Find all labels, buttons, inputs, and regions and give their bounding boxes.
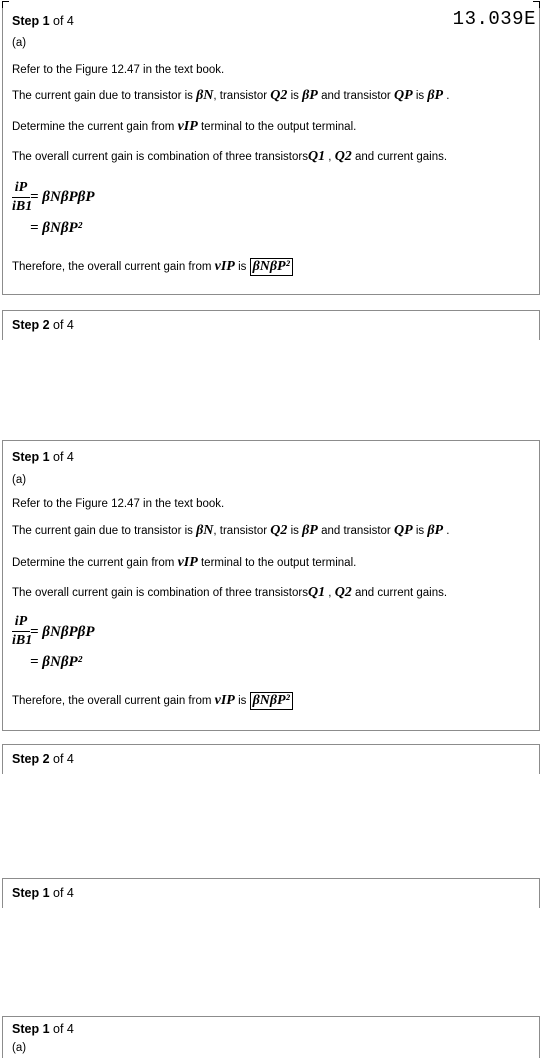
step-header: Step 1 of 4 xyxy=(12,886,74,900)
fraction-numerator: iP xyxy=(14,180,28,195)
step-card xyxy=(2,1016,540,1058)
step-label: Step 2 xyxy=(12,752,50,766)
refer-text: Refer to the Figure 12.47 in the text book. xyxy=(12,64,225,76)
step-header: Step 1 of 4 xyxy=(12,14,74,28)
step-label: Step 1 xyxy=(12,450,50,464)
step-label: Step 1 xyxy=(12,886,50,900)
step-card xyxy=(2,878,540,908)
refer-text: Refer to the Figure 12.47 in the text book. xyxy=(12,498,225,510)
equation-line-1: = βNβPβP xyxy=(30,624,95,640)
step-card xyxy=(2,744,540,774)
step-card xyxy=(2,440,540,730)
step-header: Step 2 of 4 xyxy=(12,752,74,766)
equation-line-1: = βNβPβP xyxy=(30,189,95,205)
corner-mark-left xyxy=(2,1,9,8)
corner-mark-right xyxy=(533,1,540,8)
gain-fraction xyxy=(12,180,33,215)
determine-text: Determine the current gain from vIP terminal to the output terminal. xyxy=(12,555,357,570)
gain-fraction xyxy=(12,614,33,649)
step-header: Step 2 of 4 xyxy=(12,318,74,332)
part-label: (a) xyxy=(12,37,27,49)
step-label: Step 1 xyxy=(12,1022,50,1036)
determine-text: Determine the current gain from vIP terminal to the output terminal. xyxy=(12,119,357,134)
equation-line-2: = βNβP² xyxy=(30,654,83,670)
step-card xyxy=(2,310,540,340)
gain-text: The current gain due to transistor is βN, transistor Q2 is βP and transistor QP is βP . xyxy=(12,523,450,538)
overall-text: The overall current gain is combination of three transistorsQ1 , Q2 and current gains. xyxy=(12,585,448,600)
part-label: (a) xyxy=(12,1042,27,1054)
answer-box: βNβP² xyxy=(250,258,293,276)
equation-line-2: = βNβP² xyxy=(30,220,83,236)
therefore-text: Therefore, the overall current gain from vIP is βNβP² xyxy=(12,258,293,276)
fraction-numerator: iP xyxy=(14,614,28,629)
divider xyxy=(2,294,540,295)
answer-box: βNβP² xyxy=(250,692,293,710)
step-label: Step 1 xyxy=(12,14,50,28)
part-label: (a) xyxy=(12,474,27,486)
gain-text: The current gain due to transistor is βN, transistor Q2 is βP and transistor QP is βP . xyxy=(12,88,450,103)
step-label: Step 2 xyxy=(12,318,50,332)
divider xyxy=(2,730,540,731)
problem-code: 13.039E xyxy=(452,8,536,30)
overall-text: The overall current gain is combination of three transistorsQ1 , Q2 and current gains. xyxy=(12,149,448,164)
fraction-denominator: iB1 xyxy=(12,633,33,648)
step-header: Step 1 of 4 xyxy=(12,1022,74,1036)
therefore-text: Therefore, the overall current gain from vIP is βNβP² xyxy=(12,692,293,710)
step-header: Step 1 of 4 xyxy=(12,450,74,464)
fraction-denominator: iB1 xyxy=(12,199,33,214)
